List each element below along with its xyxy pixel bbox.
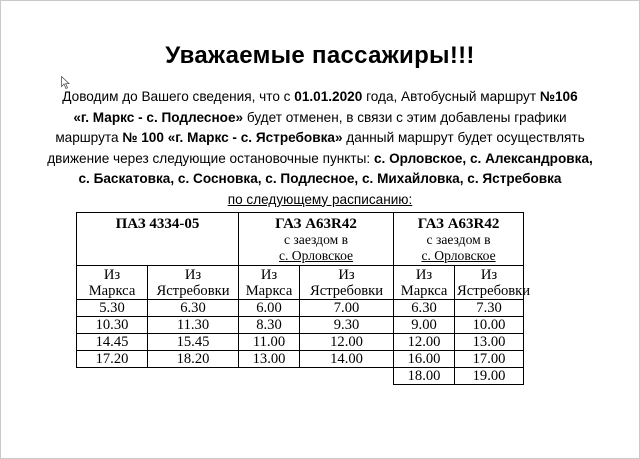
bus-group-header: ГАЗ А63R42 с заездом в с. Орловское [394, 213, 524, 266]
direction-header: Из Ястребовки [300, 266, 394, 300]
direction-header: Из Маркса [239, 266, 300, 300]
schedule-table [76, 212, 531, 385]
stops-list-part-1: с. Орловское, с. Александровка, [373, 150, 593, 166]
table-row: 17.20 18.20 13.00 14.00 16.00 17.00 [77, 351, 524, 368]
direction-header: Из Ястребовки [148, 266, 239, 300]
bus-group-header: ГАЗ А63R42 с заездом в с. Орловское [239, 213, 394, 266]
direction-header: Из Ястребовки [455, 266, 524, 300]
cancelled-route-name: «г. Маркс - с. Подлесное» [73, 109, 244, 125]
page-title: Уважаемые пассажиры!!! [165, 42, 475, 69]
table-row: 5.30 6.30 6.00 7.00 6.30 7.30 [77, 300, 524, 317]
notice-text [30, 87, 610, 210]
notice-line-4: движение через следующие остановочные пункты: с. Орловское, с. Александровка, [47, 150, 593, 166]
table-row: 14.45 15.45 11.00 12.00 12.00 13.00 [77, 334, 524, 351]
notice-line-3: маршрута № 100 «г. Маркс - с. Ястребовка» данный маршрут будет осуществлять [55, 130, 585, 145]
table-row: 18.00 19.00 [77, 368, 524, 385]
bus-header-row [77, 213, 524, 266]
effective-date: 01.01.2020 [294, 89, 363, 104]
notice-line-1: Доводим до Вашего сведения, что с 01.01.2020 года, Автобусный маршрут №106 [62, 89, 578, 104]
notice-line-2: «г. Маркс - с. Подлесное» будет отменен, в связи с этим добавлены графики [73, 109, 567, 125]
bus-group-header: ПАЗ 4334-05 [77, 213, 239, 266]
notice-line-6: по следующему расписанию: [227, 191, 413, 207]
new-route-name: № 100 «г. Маркс - с. Ястребовка» [122, 130, 343, 145]
direction-header: Из Маркса [394, 266, 455, 300]
cancelled-route-number: №106 [539, 89, 578, 104]
direction-header-row [77, 266, 524, 300]
notice-line-5 [30, 169, 610, 190]
stops-list-part-2: с. Баскатовка, с. Сосновка, с. Подлесное, с. Михайловка, с. Ястребовка [78, 171, 562, 186]
direction-header: Из Маркса [77, 266, 148, 300]
table-row: 10.30 11.30 8.30 9.30 9.00 10.00 [77, 317, 524, 334]
